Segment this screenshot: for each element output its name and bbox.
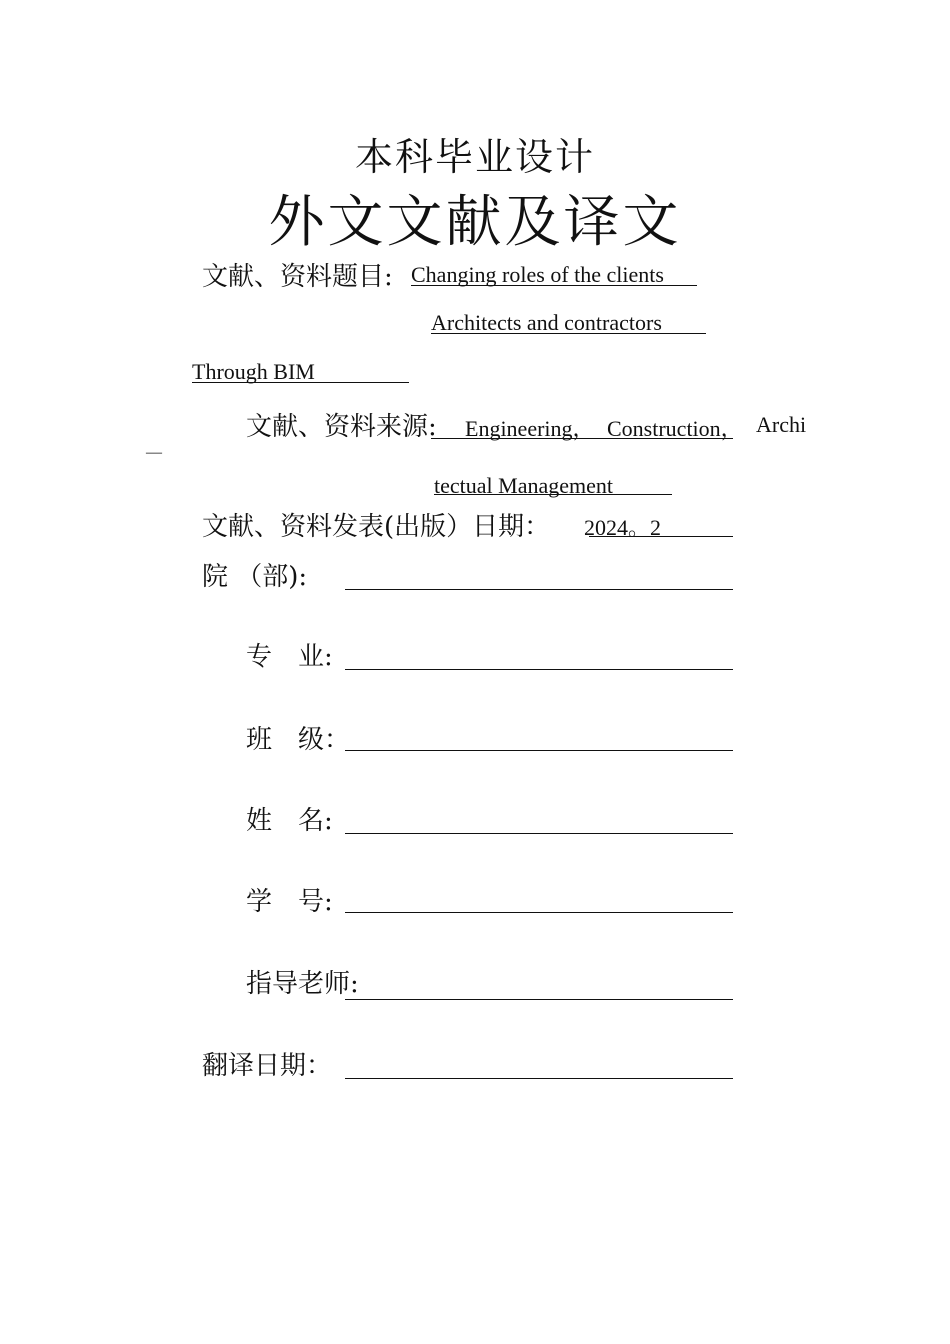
topic-value-line3: Through BIM [192, 359, 315, 384]
major-field[interactable] [345, 669, 733, 670]
page-subtitle: 外文文献及译文 [268, 190, 682, 255]
translation-date-label: 翻译日期： [202, 1051, 333, 1081]
student-id-label: 学 号: [246, 887, 333, 917]
publish-date-label: 文献、资料发表(出版）日期： [202, 512, 551, 542]
publish-date-value: 2024。2 [584, 515, 662, 540]
department-label: 院 （部): [202, 562, 308, 592]
name-field[interactable] [345, 833, 733, 834]
source-underline-2 [434, 494, 672, 495]
department-field[interactable] [345, 589, 733, 590]
class-field[interactable] [345, 750, 733, 751]
source-value-part3: Archi [756, 412, 807, 437]
advisor-label: 指导老师: [246, 969, 359, 999]
source-label: 文献、资料来源: [246, 412, 437, 442]
topic-value-line2: Architects and contractors [431, 310, 662, 335]
source-value-part1: Engineering， [465, 416, 595, 441]
topic-underline-3 [192, 382, 409, 383]
source-value-line2: tectual Management [434, 473, 613, 498]
topic-value-line1: Changing roles of the clients [411, 262, 664, 287]
class-label: 班 级： [246, 725, 351, 755]
page-title: 本科毕业设计 [354, 135, 595, 179]
translation-date-field[interactable] [345, 1078, 733, 1079]
advisor-field[interactable] [345, 999, 733, 1000]
student-id-field[interactable] [345, 912, 733, 913]
topic-underline-2 [431, 333, 706, 334]
publish-date-underline [589, 536, 733, 537]
topic-label: 文献、资料题目: [202, 262, 393, 292]
name-label: 姓 名: [246, 806, 333, 836]
major-label: 专 业: [246, 642, 333, 672]
source-underline-1 [431, 438, 733, 439]
source-value-part2: Construction， [607, 416, 743, 441]
topic-underline-1 [411, 285, 697, 286]
source-dash: — [146, 444, 162, 461]
